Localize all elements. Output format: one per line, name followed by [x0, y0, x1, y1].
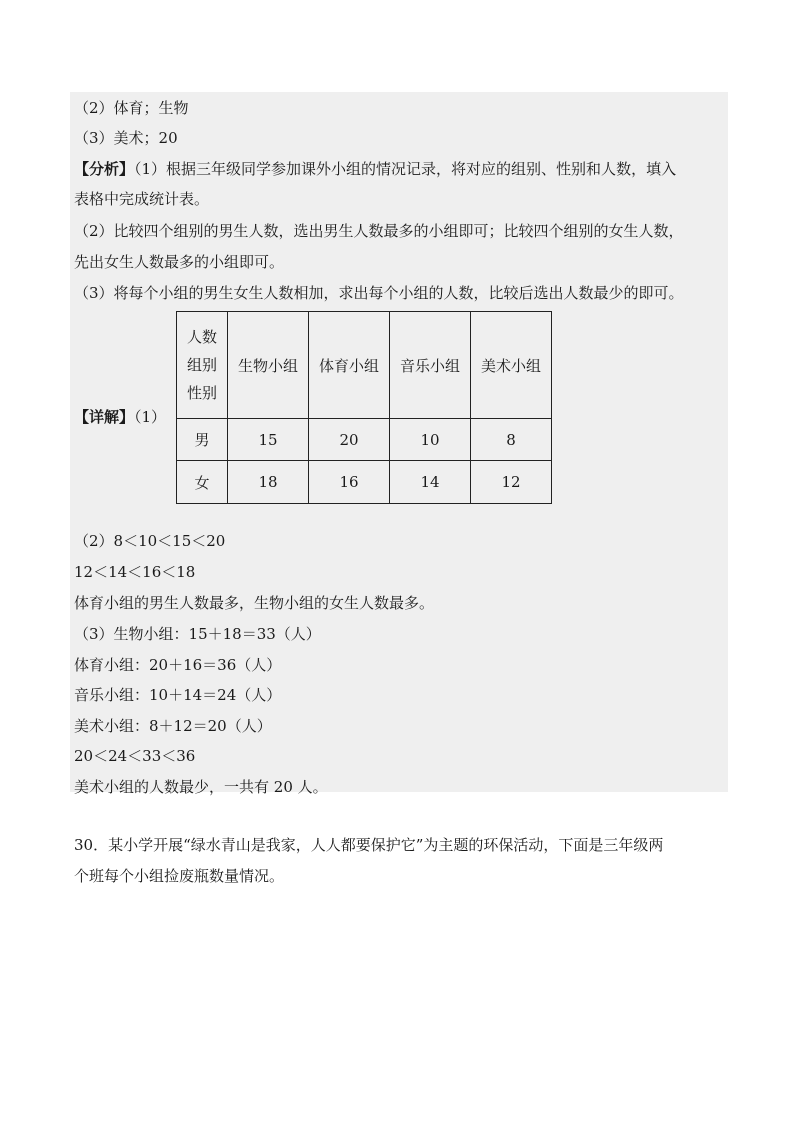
solution-3-line-5: 20＜24＜33＜36	[74, 747, 196, 765]
column-header-biology: 生物小组	[228, 312, 309, 419]
row-label-female: 女	[177, 461, 228, 504]
analysis-line-2b: 先出女生人数最多的小组即可。	[74, 253, 285, 271]
analysis-line-1	[74, 159, 676, 179]
table-row	[177, 419, 552, 461]
analysis-line-2: （2）比较四个组别的男生人数，选出男生人数最多的小组即可；比较四个组别的女生人数，	[74, 222, 684, 240]
solution-2-conclusion: 体育小组的男生人数最多，生物小组的女生人数最多。	[74, 594, 435, 612]
analysis-line-3: （3）将每个小组的男生女生人数相加，求出每个小组的人数，比较后选出人数最少的即可。	[74, 284, 684, 302]
column-header-pe: 体育小组	[309, 312, 390, 419]
detail-label: 【详解】	[74, 408, 135, 426]
column-header-music: 音乐小组	[390, 312, 471, 419]
answer-line-3: （3）美术；20	[74, 129, 178, 147]
table-cell: 16	[309, 461, 390, 504]
detail-line-1	[74, 407, 166, 427]
solution-3-line-4: 美术小组：8＋12＝20（人）	[74, 717, 272, 735]
table-cell: 10	[390, 419, 471, 461]
question-30-line-1: 30．某小学开展“绿水青山是我家，人人都要保护它”为主题的环保活动，下面是三年级两	[74, 836, 664, 854]
table-cell: 15	[228, 419, 309, 461]
detail-part-1: （1）	[134, 408, 167, 426]
analysis-line-1b: 表格中完成统计表。	[74, 190, 210, 208]
table-cell: 14	[390, 461, 471, 504]
table-cell: 8	[471, 419, 552, 461]
table-cell: 20	[309, 419, 390, 461]
answer-line-2: （2）体育；生物	[74, 99, 189, 117]
column-header-art: 美术小组	[471, 312, 552, 419]
corner-label-count: 人数	[186, 328, 217, 346]
table-cell: 18	[228, 461, 309, 504]
solution-3-line-2: 体育小组：20＋16＝36（人）	[74, 656, 282, 674]
solution-2-line-1: （2）8＜10＜15＜20	[74, 532, 226, 550]
row-label-male: 男	[177, 419, 228, 461]
solution-3-line-3: 音乐小组：10＋14＝24（人）	[74, 686, 282, 704]
statistics-table	[176, 311, 552, 504]
table-header-row	[177, 312, 552, 419]
corner-label-gender: 性别	[186, 384, 217, 402]
corner-label-group: 组别	[186, 356, 217, 374]
analysis-label: 【分析】	[74, 160, 135, 178]
question-30-line-2: 个班每个小组捡废瓶数量情况。	[74, 867, 285, 885]
table-row	[177, 461, 552, 504]
table-cell: 12	[471, 461, 552, 504]
solution-2-line-2: 12＜14＜16＜18	[74, 563, 196, 581]
solution-3-conclusion: 美术小组的人数最少，一共有 20 人。	[74, 778, 328, 796]
solution-3-line-1: （3）生物小组：15＋18＝33（人）	[74, 625, 321, 643]
table-corner-cell	[177, 312, 228, 419]
analysis-text-1: （1）根据三年级同学参加课外小组的情况记录，将对应的组别、性别和人数，填入	[134, 160, 677, 178]
